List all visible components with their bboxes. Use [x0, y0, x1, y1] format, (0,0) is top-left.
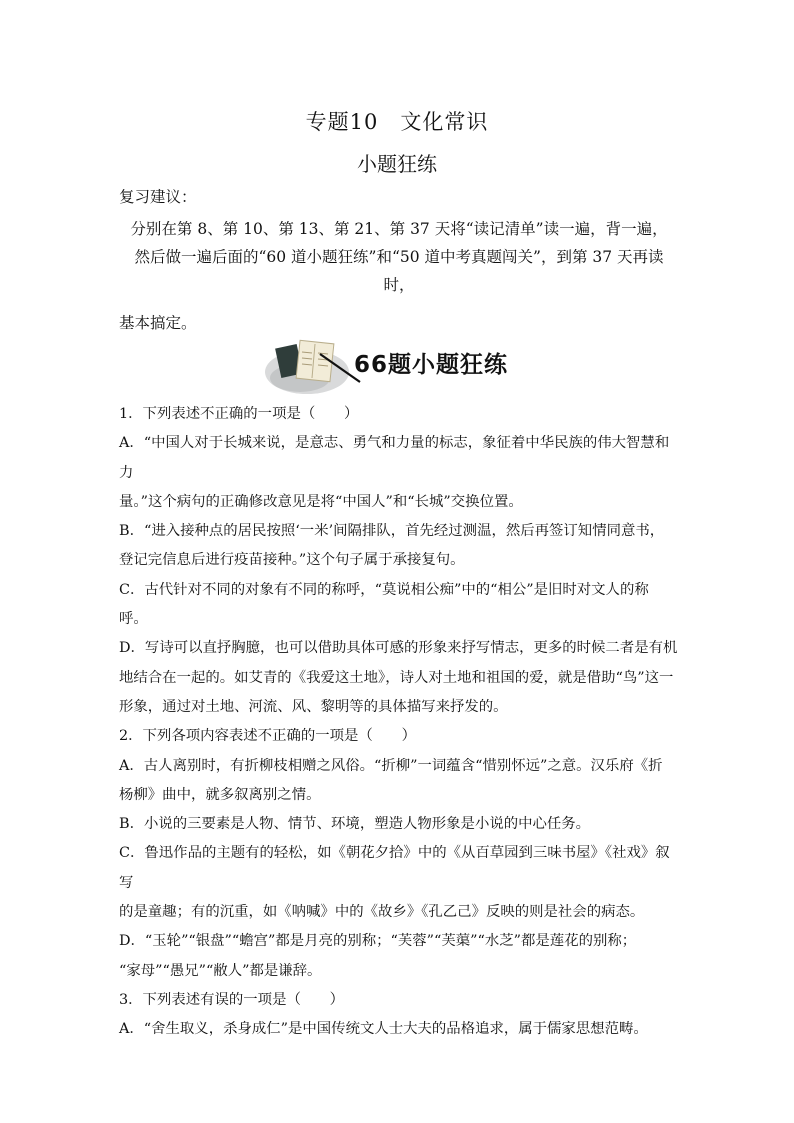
option-line: D．“玉轮”“银盘”“蟾宫”都是月亮的别称；“芙蓉”“芙蕖”“水芝”都是莲花的别称；	[119, 933, 637, 950]
option-line: 的是童趣；有的沉重，如《呐喊》中的《故乡》《孔乙己》反映的则是社会的病态。	[119, 904, 645, 921]
intro-label: 复习建议：	[119, 188, 197, 206]
intro-line: 分别在第 8、第 10、第 13、第 21、第 37 天将“读记清单”读一遍，背一遍，	[130, 220, 668, 238]
option-line: 形象，通过对土地、河流、风、黎明等的具体描写来抒发的。	[119, 698, 508, 715]
option-line: C．鲁迅作品的主题有的轻松，如《朝花夕拾》中的《从百草园到三味书屋》《社戏》叙写	[119, 845, 670, 891]
option-line: A．古人离别时，有折柳枝相赠之风俗。“折柳”一词蕴含“惜别怀远”之意。汉乐府《折	[119, 757, 663, 774]
option-line: 呼。	[119, 611, 148, 628]
option-line: A．“中国人对于长城来说，是意志、勇气和力量的标志，象征着中华民族的伟大智慧和力	[119, 435, 670, 481]
banner-title: 66题小题狂练	[354, 352, 509, 378]
intro-closing: 基本搞定。	[119, 314, 197, 332]
intro-line: 时，	[383, 276, 415, 294]
book-illustration-icon	[262, 332, 362, 398]
option-line: 杨柳》曲中，就多叙离别之情。	[119, 786, 321, 803]
option-line: D．写诗可以直抒胸臆，也可以借助具体可感的形象来抒写情志，更多的时候二者是有机	[119, 640, 678, 657]
intro-paragraph	[119, 215, 679, 299]
option-line: A．“舍生取义，杀身成仁”是中国传统文人士大夫的品格追求，属于儒家思想范畴。	[119, 1021, 648, 1038]
page-title: 专题10 文化常识	[305, 110, 489, 134]
question-stem: 3．下列表述有误的一项是（ ）	[119, 991, 345, 1008]
section-banner	[262, 332, 532, 398]
option-line: “家母”“愚兄”“敝人”都是谦辞。	[119, 962, 322, 979]
option-line: 量。”这个病句的正确修改意见是将“中国人”和“长城”交换位置。	[119, 493, 523, 510]
page-subtitle: 小题狂练	[357, 152, 437, 176]
option-line: B．小说的三要素是人物、情节、环境，塑造人物形象是小说的中心任务。	[119, 816, 591, 833]
option-line: B．“进入接种点的居民按照‘一米’间隔排队，首先经过测温，然后再签订知情同意书，	[119, 523, 665, 540]
option-line: 地结合在一起的。如艾青的《我爱这土地》，诗人对土地和祖国的爱，就是借助“鸟”这一	[119, 669, 674, 686]
intro-line: 然后做一遍后面的“60 道小题狂练”和“50 道中考真题闯关”，到第 37 天再读	[134, 248, 664, 266]
question-list	[119, 400, 679, 1045]
question-stem: 2．下列各项内容表述不正确的一项是（ ）	[119, 728, 416, 745]
option-line: C．古代针对不同的对象有不同的称呼，“莫说相公痴”中的“相公”是旧时对文人的称	[119, 581, 649, 598]
question-stem: 1．下列表述不正确的一项是（ ）	[119, 406, 359, 422]
option-line: 登记完信息后进行疫苗接种。”这个句子属于承接复句。	[119, 552, 465, 569]
